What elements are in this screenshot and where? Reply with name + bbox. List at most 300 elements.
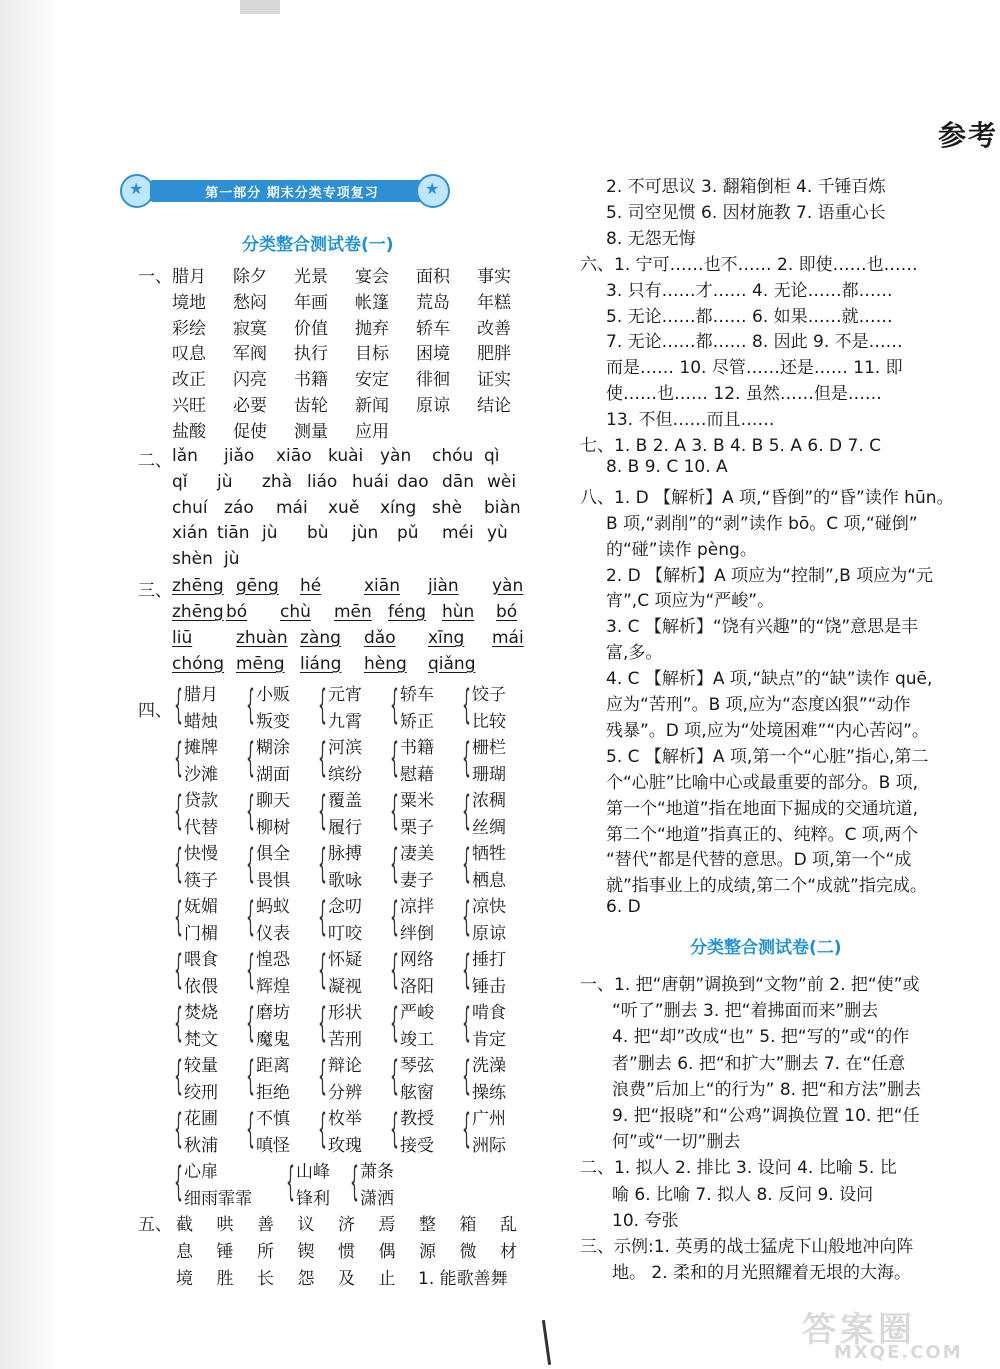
brace-icon: { bbox=[462, 682, 471, 728]
pair-word-top: 不慎 bbox=[256, 1109, 290, 1129]
vocab-word: 叹息 bbox=[172, 344, 206, 365]
pinyin-underlined: zàng bbox=[300, 628, 341, 648]
word-pair bbox=[176, 1051, 236, 1105]
answer-line: 二、1. 拟人 2. 排比 3. 设问 4. 比喻 5. 比 bbox=[580, 1158, 897, 1179]
char-answer: 惯 bbox=[338, 1242, 355, 1262]
brace-icon: { bbox=[174, 947, 183, 993]
word-pair bbox=[248, 892, 308, 946]
brace-icon: { bbox=[462, 841, 471, 887]
word-pair bbox=[464, 680, 524, 734]
pair-word-top: 栅栏 bbox=[472, 738, 506, 758]
pair-word-top: 花圃 bbox=[184, 1109, 218, 1129]
pinyin-word: kuài bbox=[328, 446, 364, 466]
vocab-word: 结论 bbox=[477, 396, 511, 416]
pair-word-top: 怀疑 bbox=[328, 950, 362, 970]
vocab-word: 齿轮 bbox=[294, 396, 328, 416]
answer-line: 4. 把“却”改成“也” 5. 把“写的”或“的作 bbox=[612, 1027, 910, 1048]
pinyin-word: xíng bbox=[380, 497, 417, 518]
page-gutter-shadow bbox=[0, 0, 60, 1369]
vocab-word: 目标 bbox=[355, 344, 389, 365]
brace-icon: { bbox=[318, 1053, 327, 1099]
vocab-word: 宴会 bbox=[355, 267, 389, 287]
pair-word-bottom: 门楣 bbox=[184, 924, 218, 944]
pinyin-word: huái bbox=[352, 471, 389, 492]
pinyin-underlined: bó bbox=[496, 602, 518, 622]
brace-icon: { bbox=[390, 1106, 399, 1152]
word-pair bbox=[464, 733, 524, 787]
pair-word-top: 心扉 bbox=[184, 1162, 218, 1182]
vocab-word: 除夕 bbox=[233, 267, 267, 287]
pair-word-top: 轿车 bbox=[400, 685, 434, 705]
char-answer: 焉 bbox=[378, 1215, 396, 1235]
brace-icon: { bbox=[246, 947, 255, 993]
answer-line: 8. B 9. C 10. A bbox=[606, 456, 728, 477]
pair-word-bottom: 细雨霏霏 bbox=[184, 1189, 252, 1209]
char-answer: 长 bbox=[257, 1269, 274, 1289]
answer-line: 者”删去 6. 把“和扩大”删去 7. 在“任意 bbox=[612, 1053, 906, 1074]
answer-line: 3. C 【解析】“饶有兴趣”的“饶”意思是丰 bbox=[606, 617, 919, 638]
brace-icon: { bbox=[174, 1159, 183, 1205]
pair-word-bottom: 肯定 bbox=[472, 1030, 506, 1050]
pinyin-underlined: hèng bbox=[364, 654, 407, 674]
pinyin-word: jiǎo bbox=[224, 446, 255, 466]
pair-word-bottom: 九霄 bbox=[328, 712, 362, 732]
word-pair bbox=[176, 892, 236, 946]
answer-line: “替代”都是代替的意思。D 项,第一个“成 bbox=[606, 850, 912, 871]
pinyin-word: xuě bbox=[328, 497, 360, 518]
pinyin-underlined: yàn bbox=[492, 576, 524, 596]
pair-word-bottom: 缤纷 bbox=[328, 765, 362, 785]
pinyin-underlined: mēn bbox=[334, 602, 372, 622]
vocab-word: 原谅 bbox=[416, 396, 450, 416]
char-answer: 议 bbox=[297, 1215, 315, 1235]
brace-icon: { bbox=[318, 1000, 327, 1046]
pinyin-word: biàn bbox=[484, 497, 521, 518]
pair-word-bottom: 丝绸 bbox=[472, 818, 506, 838]
word-pair bbox=[320, 733, 380, 787]
pinyin-underlined: féng bbox=[388, 602, 427, 622]
brace-icon: { bbox=[390, 1053, 399, 1099]
pair-word-top: 俱全 bbox=[256, 844, 290, 864]
vocab-word: 寂寞 bbox=[233, 318, 267, 339]
vocab-word: 改正 bbox=[172, 370, 206, 391]
brace-icon: { bbox=[174, 735, 183, 781]
pair-word-top: 萧条 bbox=[360, 1162, 394, 1182]
pair-word-top: 焚烧 bbox=[184, 1003, 218, 1023]
pair-word-bottom: 比较 bbox=[472, 712, 506, 732]
pair-word-top: 快慢 bbox=[184, 844, 218, 864]
char-answer: 息 bbox=[176, 1242, 193, 1262]
brace-icon: { bbox=[390, 894, 399, 940]
vocab-word: 盐酸 bbox=[172, 421, 206, 442]
char-answer: 济 bbox=[338, 1215, 355, 1235]
pair-word-bottom: 锋利 bbox=[296, 1189, 330, 1209]
pair-word-bottom: 秋浦 bbox=[184, 1136, 218, 1156]
answer-line: 5. C 【解析】A 项,第一个“心脏”指心,第二 bbox=[606, 746, 929, 767]
answer-line: 一、1. 把“唐朝”调换到“文物”前 2. 把“使”或 bbox=[580, 975, 920, 995]
pair-word-top: 饺子 bbox=[472, 685, 506, 705]
answer-line: 4. C 【解析】A 项,“缺点”的“缺”读作 quē, bbox=[606, 669, 933, 690]
pinyin-word: pǔ bbox=[397, 523, 419, 544]
word-pair bbox=[176, 733, 236, 787]
word-pair bbox=[464, 892, 524, 946]
answer-line: 的“碰”读作 pèng。 bbox=[606, 539, 757, 560]
vocab-word: 年糕 bbox=[477, 292, 511, 313]
pair-word-top: 元宵 bbox=[328, 685, 362, 705]
word-pair bbox=[248, 998, 308, 1052]
pinyin-word: wèi bbox=[487, 471, 517, 492]
brace-icon: { bbox=[462, 1053, 471, 1099]
answer-line: 6. D bbox=[606, 897, 641, 918]
pinyin-underlined: chù bbox=[280, 602, 311, 622]
brace-icon: { bbox=[318, 894, 327, 940]
pair-word-top: 山峰 bbox=[296, 1162, 330, 1182]
answer-line: 浪费”后加上“的行为” 8. 把“和方法”删去 bbox=[612, 1079, 922, 1100]
pair-word-top: 较量 bbox=[184, 1056, 218, 1076]
pair-word-top: 书籍 bbox=[400, 738, 434, 758]
pinyin-word: záo bbox=[224, 497, 254, 518]
char-answer: 及 bbox=[338, 1269, 355, 1289]
pinyin-word: jù bbox=[262, 523, 278, 544]
brace-icon: { bbox=[462, 735, 471, 781]
pair-word-top: 聊天 bbox=[256, 791, 290, 811]
question-label: 五、 bbox=[138, 1215, 172, 1235]
brace-icon: { bbox=[174, 682, 183, 728]
vocab-word: 测量 bbox=[294, 421, 328, 442]
answer-line: 宵”,C 项应为“严峻”。 bbox=[606, 591, 775, 612]
pair-word-top: 距离 bbox=[256, 1056, 290, 1076]
pair-word-top: 粟米 bbox=[400, 791, 434, 811]
pinyin-underlined: dǎo bbox=[364, 628, 396, 648]
watermark-en: MXQE.COM bbox=[834, 1342, 963, 1363]
pinyin-underlined: jiàn bbox=[428, 576, 459, 596]
pinyin-word: dān bbox=[442, 471, 474, 492]
word-pair bbox=[392, 1051, 452, 1105]
vocab-word: 应用 bbox=[355, 421, 389, 442]
brace-icon: { bbox=[462, 894, 471, 940]
char-answer: 截 bbox=[176, 1215, 193, 1235]
pair-word-top: 小贩 bbox=[256, 685, 290, 705]
pair-word-bottom: 仪表 bbox=[256, 924, 290, 944]
scan-mark bbox=[542, 1320, 551, 1365]
word-pair bbox=[392, 733, 452, 787]
brace-icon: { bbox=[462, 788, 471, 834]
pair-word-top: 牺牲 bbox=[472, 844, 506, 864]
brace-icon: { bbox=[390, 682, 399, 728]
pinyin-underlined: liū bbox=[172, 628, 193, 648]
pinyin-underlined: qiǎng bbox=[428, 654, 476, 674]
brace-icon: { bbox=[390, 1000, 399, 1046]
char-answer: 锲 bbox=[297, 1242, 315, 1262]
pair-word-bottom: 依偎 bbox=[184, 977, 218, 997]
answer-line: 而是…… 10. 尽管……还是…… 11. 即 bbox=[606, 358, 903, 379]
pair-word-top: 凄美 bbox=[400, 844, 434, 864]
pinyin-underlined: zhuàn bbox=[236, 628, 288, 648]
char-answer: 偶 bbox=[378, 1242, 396, 1262]
question-label: 三、 bbox=[138, 581, 172, 601]
brace-icon: { bbox=[246, 1053, 255, 1099]
pair-word-bottom: 玫瑰 bbox=[328, 1136, 362, 1156]
answer-line: 八、1. D 【解析】A 项,“昏倒”的“昏”读作 hūn。 bbox=[580, 487, 954, 508]
answer-line: 8. 无怨无悔 bbox=[606, 228, 696, 249]
vocab-word: 光景 bbox=[294, 267, 328, 287]
brace-icon: { bbox=[246, 1106, 255, 1152]
pair-word-bottom: 魔鬼 bbox=[256, 1030, 290, 1050]
vocab-word: 安定 bbox=[355, 370, 389, 391]
vocab-word: 证实 bbox=[477, 370, 511, 391]
word-pair bbox=[248, 680, 308, 734]
pair-word-top: 凉快 bbox=[472, 897, 506, 917]
pair-word-top: 腊月 bbox=[184, 685, 218, 705]
answer-line: 10. 夸张 bbox=[612, 1210, 679, 1231]
answer-line: 地。 2. 柔和的月光照耀着无垠的大海。 bbox=[612, 1263, 912, 1284]
pair-word-top: 枚举 bbox=[328, 1109, 362, 1129]
section-banner bbox=[120, 174, 450, 208]
vocab-word: 抛弃 bbox=[355, 318, 389, 339]
word-pair bbox=[176, 998, 236, 1052]
pair-word-bottom: 柳树 bbox=[256, 818, 290, 838]
answer-line: 就”指事业上的成绩,第二个“成就”指完成。 bbox=[606, 876, 927, 897]
char-answer: 怨 bbox=[297, 1269, 315, 1289]
pair-word-bottom: 原谅 bbox=[472, 924, 506, 944]
brace-icon: { bbox=[246, 682, 255, 728]
word-pair bbox=[176, 786, 236, 840]
vocab-word: 彩绘 bbox=[172, 318, 206, 339]
brace-icon: { bbox=[318, 841, 327, 887]
vocab-word: 促使 bbox=[233, 421, 267, 442]
pinyin-word: xiāo bbox=[276, 446, 312, 466]
pair-word-top: 琴弦 bbox=[400, 1056, 434, 1076]
pair-word-bottom: 履行 bbox=[328, 818, 362, 838]
answer-line: 使……也…… 12. 虽然……但是…… bbox=[606, 384, 882, 405]
vocab-word: 执行 bbox=[294, 344, 328, 365]
brace-icon: { bbox=[246, 735, 255, 781]
pinyin-word: chuí bbox=[172, 497, 208, 518]
pair-word-top: 贷款 bbox=[184, 791, 218, 811]
star-badge-icon bbox=[416, 174, 450, 208]
brace-icon: { bbox=[390, 788, 399, 834]
pinyin-underlined: hé bbox=[300, 576, 322, 596]
word-pair bbox=[464, 945, 524, 999]
brace-icon: { bbox=[318, 788, 327, 834]
brace-icon: { bbox=[462, 1106, 471, 1152]
watermark-logo bbox=[792, 1300, 1000, 1369]
pair-word-bottom: 栗子 bbox=[400, 818, 434, 838]
pair-word-top: 河滨 bbox=[328, 738, 362, 758]
word-pair bbox=[248, 786, 308, 840]
pinyin-word: mái bbox=[276, 497, 308, 518]
brace-icon: { bbox=[174, 788, 183, 834]
brace-icon: { bbox=[174, 1106, 183, 1152]
word-pair bbox=[464, 998, 524, 1052]
pair-word-bottom: 栖息 bbox=[472, 871, 506, 891]
word-pair bbox=[464, 1051, 524, 1105]
vocab-word: 肥胖 bbox=[477, 344, 511, 365]
pair-word-bottom: 凝视 bbox=[328, 977, 362, 997]
vocab-word: 境地 bbox=[172, 292, 206, 313]
pinyin-word: qì bbox=[484, 446, 500, 466]
vocab-word: 年画 bbox=[294, 292, 328, 313]
word-pair bbox=[288, 1157, 348, 1211]
brace-icon: { bbox=[246, 841, 255, 887]
word-pair bbox=[392, 680, 452, 734]
word-pair bbox=[352, 1157, 412, 1211]
char-answer: 源 bbox=[419, 1242, 436, 1262]
pair-word-bottom: 洛阳 bbox=[400, 977, 434, 997]
pair-word-top: 妩媚 bbox=[184, 897, 218, 917]
pair-word-top: 浓稠 bbox=[472, 791, 506, 811]
word-pair bbox=[176, 839, 236, 893]
pair-word-bottom: 苦刑 bbox=[328, 1030, 362, 1050]
char-answer: 善 bbox=[257, 1215, 274, 1235]
question-label: 四、 bbox=[138, 701, 172, 721]
brace-icon: { bbox=[350, 1159, 359, 1205]
char-answer: 整 bbox=[419, 1215, 436, 1235]
pair-word-top: 捶打 bbox=[472, 950, 506, 970]
pair-word-top: 严峻 bbox=[400, 1003, 434, 1023]
word-pair bbox=[320, 945, 380, 999]
pinyin-underlined: mái bbox=[492, 628, 524, 648]
pair-word-top: 教授 bbox=[400, 1109, 434, 1129]
vocab-word: 书籍 bbox=[294, 370, 328, 391]
brace-icon: { bbox=[246, 1000, 255, 1046]
vocab-word: 帐篷 bbox=[355, 292, 389, 313]
pair-word-bottom: 妻子 bbox=[400, 871, 434, 891]
banner-title: 第一部分 期末分类专项复习 bbox=[205, 186, 379, 201]
pair-word-bottom: 筷子 bbox=[184, 871, 218, 891]
pair-word-bottom: 畏惧 bbox=[256, 871, 290, 891]
answer-line: 应为“苦刑”。B 项,应为“态度凶狠”“动作 bbox=[606, 695, 911, 715]
pair-word-top: 覆盖 bbox=[328, 791, 362, 811]
vocab-word: 困境 bbox=[416, 344, 450, 365]
pinyin-underlined: zhēng bbox=[172, 602, 224, 622]
word-pair bbox=[320, 892, 380, 946]
pinyin-word: shè bbox=[432, 497, 463, 518]
vocab-word: 荒岛 bbox=[416, 292, 450, 313]
answer-line: 何”或“一切”删去 bbox=[612, 1132, 741, 1153]
word-pair bbox=[464, 1104, 524, 1158]
brace-icon: { bbox=[286, 1159, 295, 1205]
pair-word-bottom: 珊瑚 bbox=[472, 765, 506, 785]
word-pair bbox=[320, 786, 380, 840]
answer-line: 第二个“地道”指真正的、纯粹。C 项,两个 bbox=[606, 824, 919, 845]
pair-word-bottom: 蜡烛 bbox=[184, 712, 218, 732]
pair-word-top: 摊牌 bbox=[184, 738, 218, 758]
vocab-word: 轿车 bbox=[416, 318, 450, 339]
pinyin-underlined: zhēng bbox=[172, 576, 224, 596]
star-badge-icon bbox=[120, 174, 154, 208]
pinyin-word: bù bbox=[307, 523, 329, 544]
pair-word-top: 喂食 bbox=[184, 950, 218, 970]
word-pair bbox=[176, 1104, 236, 1158]
vocab-word: 军阀 bbox=[233, 344, 267, 365]
answer-line: 7. 无论……都…… 8. 因此 9. 不是…… bbox=[606, 332, 903, 353]
pinyin-word: jù bbox=[217, 471, 233, 492]
word-pair bbox=[248, 733, 308, 787]
char-answer: 箱 bbox=[459, 1215, 477, 1235]
char-answer: 胜 bbox=[216, 1269, 234, 1289]
vocab-word: 价值 bbox=[294, 318, 328, 339]
vocab-word: 闪亮 bbox=[233, 370, 267, 391]
brace-icon: { bbox=[174, 894, 183, 940]
word-pair bbox=[320, 680, 380, 734]
pair-word-top: 广州 bbox=[472, 1109, 506, 1129]
answer-line: 3. 只有……才…… 4. 无论……都…… bbox=[606, 280, 893, 301]
brace-icon: { bbox=[318, 735, 327, 781]
answer-line: 三、示例:1. 英勇的战士猛虎下山般地冲向阵 bbox=[580, 1237, 914, 1257]
word-pair bbox=[392, 839, 452, 893]
pair-word-bottom: 绞刑 bbox=[184, 1083, 218, 1103]
answer-line: 个“心脏”比喻中心或最重要的部分。B 项, bbox=[606, 772, 919, 793]
word-pair bbox=[248, 1051, 308, 1105]
pinyin-word: shèn bbox=[172, 549, 213, 570]
answer-line: 9. 把“报晓”和“公鸡”调换位置 10. 把“任 bbox=[612, 1106, 920, 1126]
pinyin-word: yù bbox=[487, 523, 508, 544]
pinyin-underlined: hùn bbox=[442, 602, 475, 622]
answer-line: 七、1. B 2. A 3. B 4. B 5. A 6. D 7. C bbox=[580, 436, 881, 456]
char-answer: 材 bbox=[500, 1242, 517, 1262]
pair-word-bottom: 竣工 bbox=[400, 1030, 434, 1050]
vocab-word: 腊月 bbox=[172, 267, 206, 287]
word-pair bbox=[320, 998, 380, 1052]
vocab-word: 徘徊 bbox=[416, 370, 450, 391]
pair-word-top: 糊涂 bbox=[256, 738, 290, 758]
vocab-word: 事实 bbox=[477, 267, 511, 287]
word-pair bbox=[464, 839, 524, 893]
answer-line: 富,多。 bbox=[606, 643, 663, 664]
pair-word-bottom: 锤击 bbox=[472, 977, 506, 997]
vocab-word: 面积 bbox=[416, 267, 450, 287]
brace-icon: { bbox=[174, 841, 183, 887]
word-pair bbox=[392, 786, 452, 840]
brace-icon: { bbox=[174, 1000, 183, 1046]
pair-word-bottom: 嗔怪 bbox=[256, 1136, 290, 1156]
pair-word-bottom: 洲际 bbox=[472, 1136, 506, 1156]
pinyin-word: jùn bbox=[352, 523, 379, 544]
word-pair bbox=[392, 1104, 452, 1158]
brace-icon: { bbox=[318, 947, 327, 993]
pinyin-word: yàn bbox=[380, 446, 412, 466]
char-answer: 止 bbox=[378, 1269, 396, 1289]
answer-line: 5. 司空见惯 6. 因材施教 7. 语重心长 bbox=[606, 202, 886, 223]
pair-word-top: 磨坊 bbox=[256, 1003, 290, 1023]
pinyin-underlined: bó bbox=[226, 602, 248, 622]
pair-word-bottom: 梵文 bbox=[184, 1030, 218, 1050]
test1-title: 分类整合测试卷(一) bbox=[242, 235, 394, 255]
pinyin-word: zhà bbox=[262, 471, 293, 492]
answer-line: B 项,“剥削”的“剥”读作 bō。C 项,“碰倒” bbox=[606, 513, 918, 534]
word-pair bbox=[392, 998, 452, 1052]
word-pair bbox=[174, 1157, 252, 1211]
pinyin-underlined: xīng bbox=[428, 628, 465, 648]
pinyin-word: tiān bbox=[217, 523, 250, 544]
pair-word-bottom: 湖面 bbox=[256, 765, 290, 785]
char-answer: 锤 bbox=[216, 1242, 234, 1262]
brace-icon: { bbox=[318, 682, 327, 728]
pair-word-bottom: 代替 bbox=[184, 818, 218, 838]
pair-word-bottom: 慰藉 bbox=[400, 765, 434, 785]
pair-word-bottom: 叛变 bbox=[256, 712, 290, 732]
test2-title: 分类整合测试卷(二) bbox=[690, 938, 842, 958]
pair-word-top: 辩论 bbox=[328, 1056, 362, 1076]
pair-word-top: 洗澡 bbox=[472, 1056, 506, 1076]
pinyin-word: liáo bbox=[307, 471, 338, 492]
vocab-word: 必要 bbox=[233, 396, 267, 416]
pinyin-word: chóu bbox=[432, 446, 474, 466]
answer-line: 2. D 【解析】A 项应为“控制”,B 项应为“元 bbox=[606, 565, 934, 586]
brace-icon: { bbox=[390, 841, 399, 887]
word-pair bbox=[248, 839, 308, 893]
